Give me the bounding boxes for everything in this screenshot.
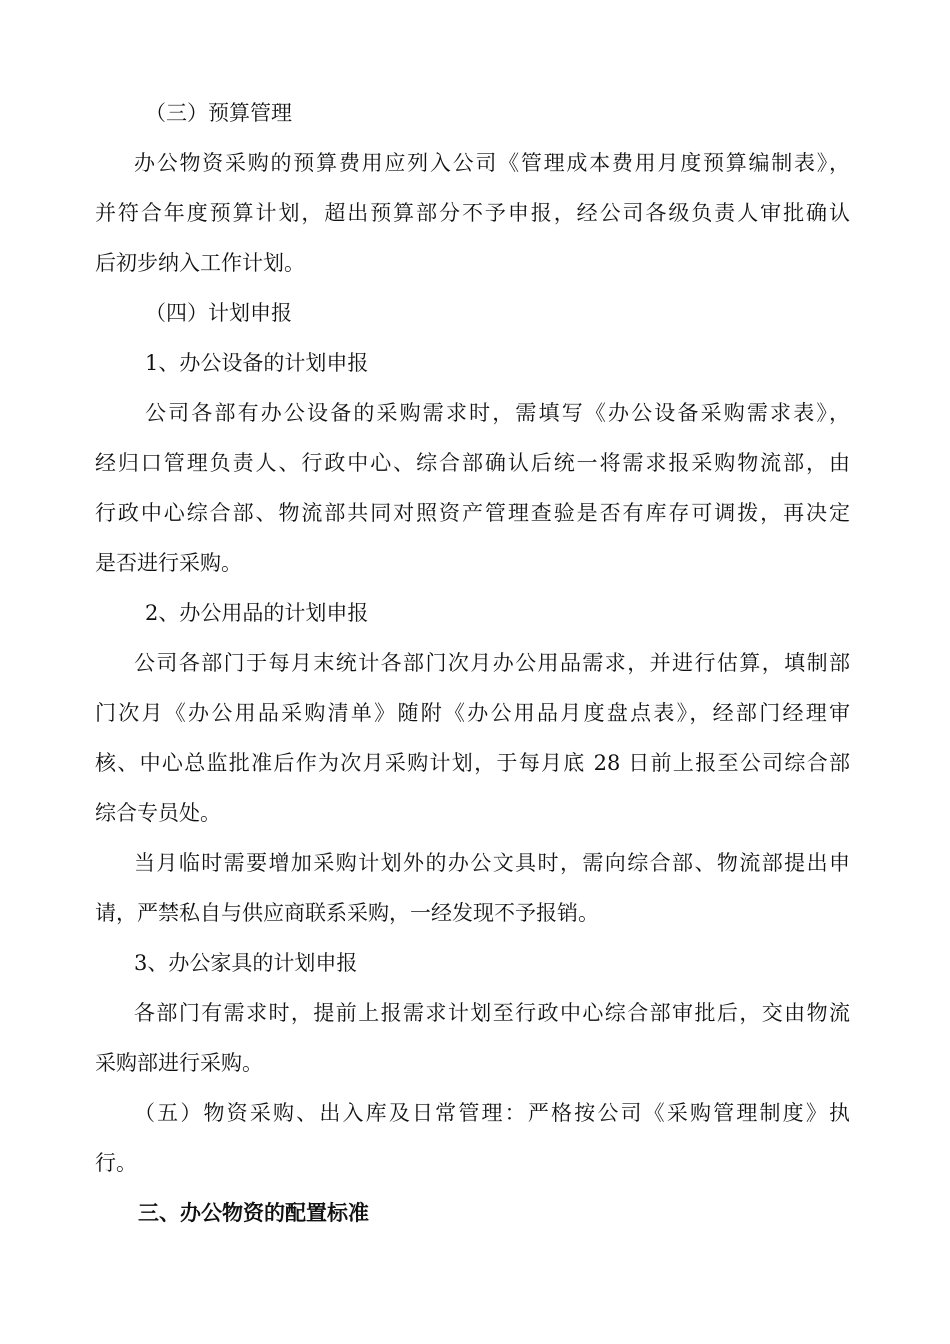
- section-five-line-2: 行。: [95, 1151, 137, 1175]
- subheading-office-furniture: 3、办公家具的计划申报: [134, 951, 358, 975]
- equipment-paragraph-line-1: 公司各部有办公设备的采购需求时，需填写《办公设备采购需求表》，: [145, 401, 850, 425]
- subheading-office-equipment: 1、办公设备的计划申报: [145, 351, 369, 375]
- supplies-paragraph-line-4: 综合专员处。: [95, 801, 221, 825]
- temporary-purchase-line-1: 当月临时需要增加采购计划外的办公文具时，需向综合部、物流部提出申: [134, 851, 850, 875]
- furniture-paragraph-line-2: 采购部进行采购。: [95, 1051, 263, 1075]
- temporary-purchase-line-2: 请，严禁私自与供应商联系采购，一经发现不予报销。: [95, 901, 599, 925]
- subheading-office-supplies: 2、办公用品的计划申报: [145, 601, 369, 625]
- equipment-paragraph-line-4: 是否进行采购。: [95, 551, 242, 575]
- supplies-paragraph-line-2: 门次月《办公用品采购清单》随附《办公用品月度盘点表》，经部门经理审: [95, 701, 850, 725]
- budget-paragraph-line-1: 办公物资采购的预算费用应列入公司《管理成本费用月度预算编制表》，: [134, 151, 850, 175]
- heading-plan-declaration: （四）计划申报: [145, 301, 292, 325]
- section-three-heading: 三、办公物资的配置标准: [138, 1201, 369, 1225]
- budget-paragraph-line-2: 并符合年度预算计划，超出预算部分不予申报，经公司各级负责人审批确认: [95, 201, 850, 225]
- heading-budget-management: （三）预算管理: [145, 101, 292, 125]
- equipment-paragraph-line-2: 经归口管理负责人、行政中心、综合部确认后统一将需求报采购物流部，由: [95, 451, 850, 475]
- budget-paragraph-line-3: 后初步纳入工作计划。: [95, 251, 305, 275]
- supplies-paragraph-line-3: 核、中心总监批准后作为次月采购计划，于每月底 28 日前上报至公司综合部: [95, 751, 850, 775]
- furniture-paragraph-line-1: 各部门有需求时，提前上报需求计划至行政中心综合部审批后，交由物流: [134, 1001, 850, 1025]
- section-five-line-1: （五）物资采购、出入库及日常管理：严格按公司《采购管理制度》执: [134, 1101, 850, 1125]
- equipment-paragraph-line-3: 行政中心综合部、物流部共同对照资产管理查验是否有库存可调拨，再决定: [95, 501, 850, 525]
- supplies-paragraph-line-1: 公司各部门于每月末统计各部门次月办公用品需求，并进行估算，填制部: [134, 651, 850, 675]
